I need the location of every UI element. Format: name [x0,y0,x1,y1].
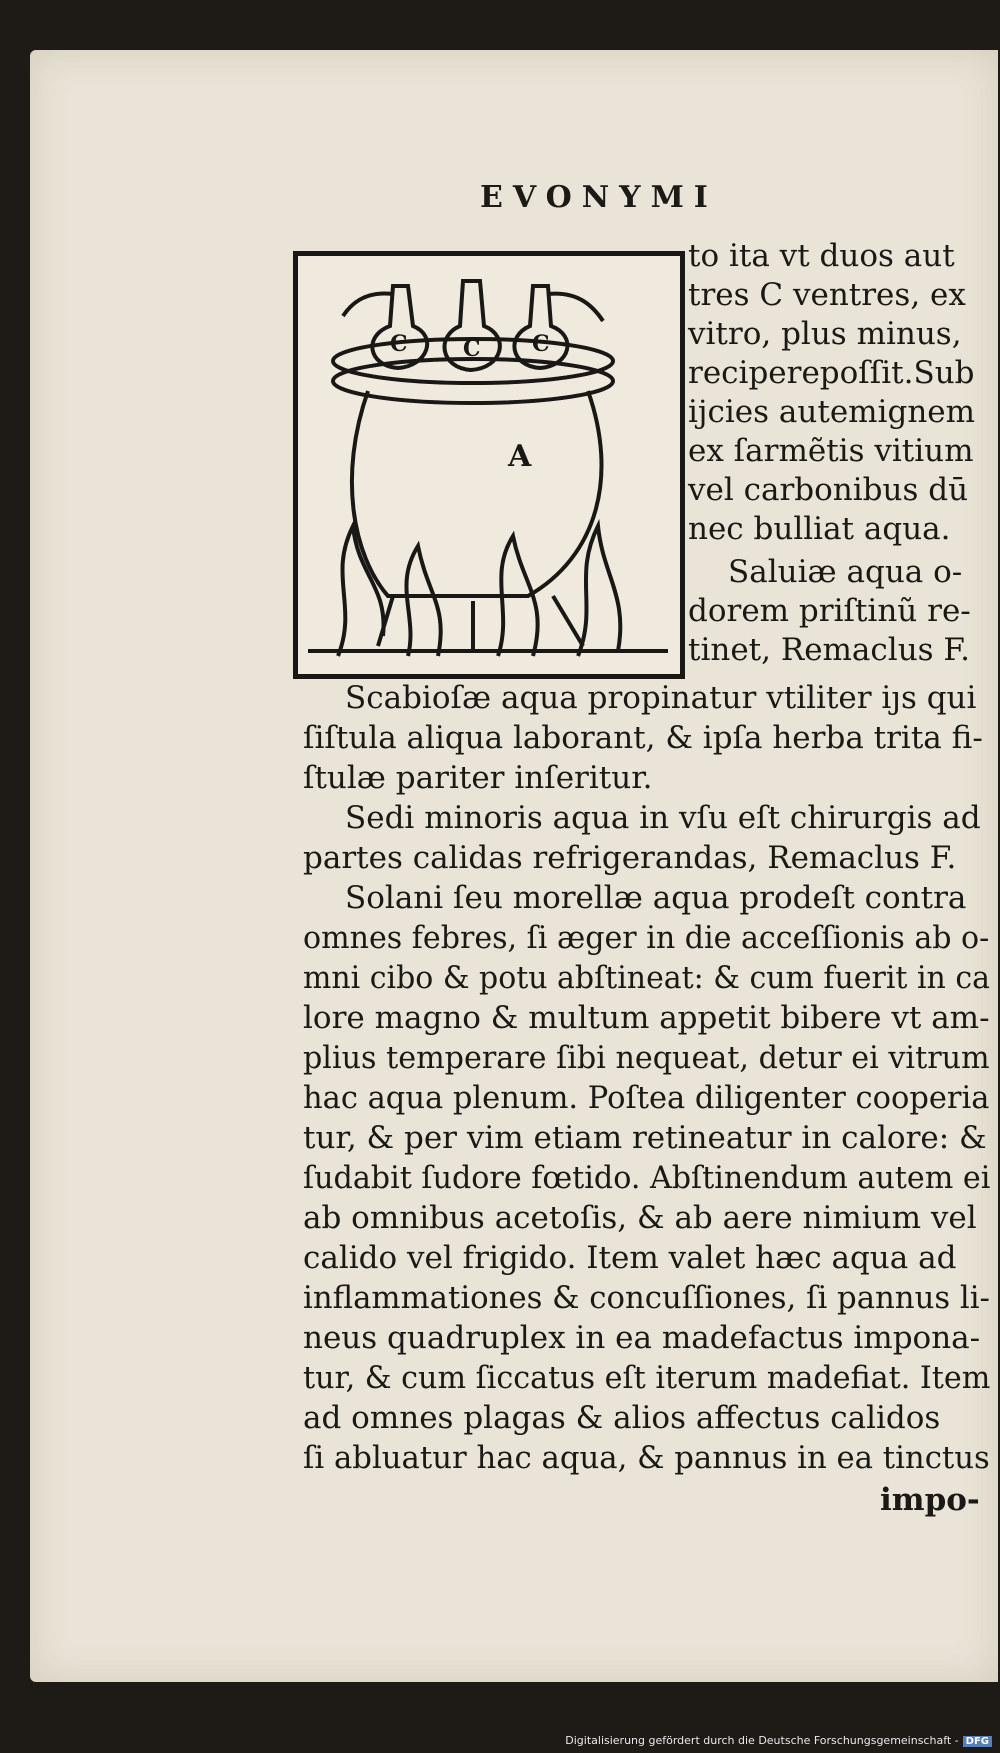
dfg-logo: DFG [963,1736,992,1747]
text-line: ſudabit ſudore fœtido. Abſtinendum autem ei [303,1160,991,1196]
text-line: neus quadruplex in ea madefactus impona- [303,1320,981,1356]
text-line: inflammationes & concuſſiones, ſi pannus li- [303,1280,990,1316]
text-line: partes calidas refrigerandas, Remaclus F. [303,840,957,876]
funding-note [565,1734,992,1747]
running-head: EVONYMI [480,180,718,215]
text-line: Solani ſeu morellæ aqua prodeſt contra [345,880,967,916]
text-line: ijcies autemignem [688,394,976,430]
text-line: mni cibo & potu abſtineat: & cum fuerit in ca [303,960,990,996]
text-line: ſi abluatur hac aqua, & pannus in ea tinctus [303,1440,990,1476]
text-line: vel carbonibus dū [688,472,969,508]
text-line: Saluiæ aqua o- [728,554,963,590]
text-line: to ita vt duos aut [688,238,955,274]
digitization-footer [0,1723,1000,1753]
text-line: ab omnibus acetoſis, & ab aere nimium vel [303,1200,977,1236]
text-line: plius temperare ſibi nequeat, detur ei vitrum [303,1040,990,1076]
text-line: nec bulliat aqua. [688,511,951,547]
text-line: Scabioſæ aqua propinatur vtiliter iȷs qui [345,680,977,716]
text-line: dorem priſtinũ re- [688,593,971,629]
text-line: vitro, plus minus, [688,316,962,352]
funding-note-text: Digitalisierung gefördert durch die Deutsche Forschungsgemeinschaft - [565,1734,959,1747]
text-line: tres C ventres, ex [688,277,966,313]
text-line: reciperepoſſit.Sub [688,355,975,391]
text-line: ad omnes plagas & alios affectus calidos [303,1400,941,1436]
text-line: Sedi minoris aqua in vſu eſt chirurgis ad [345,800,981,836]
woodcut-label-c1: C [390,331,408,357]
text-line: calido vel frigido. Item valet hæc aqua ad [303,1240,957,1276]
woodcut-illustration [298,256,680,674]
text-line: tur, & per vim etiam retineatur in calore: & [303,1120,987,1156]
text-line: ſtulæ pariter inſeritur. [303,760,653,796]
text-line: ex ſarmẽtis vitium [688,433,974,469]
text-line: ſiſtula aliqua laborant, & ipſa herba trita fi- [303,720,983,756]
text-line: hac aqua plenum. Poſtea diligenter cooperia [303,1080,990,1116]
woodcut-label-a: A [508,439,532,474]
text-line: omnes febres, ſi æger in die acceſſionis ab o- [303,920,990,956]
text-line: tur, & cum ſiccatus eſt iterum madefiat. Item [303,1360,991,1396]
catchword: impo- [880,1482,980,1518]
woodcut-label-c3: C [532,331,550,357]
woodcut-label-c2: C [463,336,481,362]
text-line: tinet, Remaclus F. [688,632,970,668]
text-line: lore magno & multum appetit bibere vt am- [303,1000,990,1036]
distillation-woodcut [293,251,685,679]
